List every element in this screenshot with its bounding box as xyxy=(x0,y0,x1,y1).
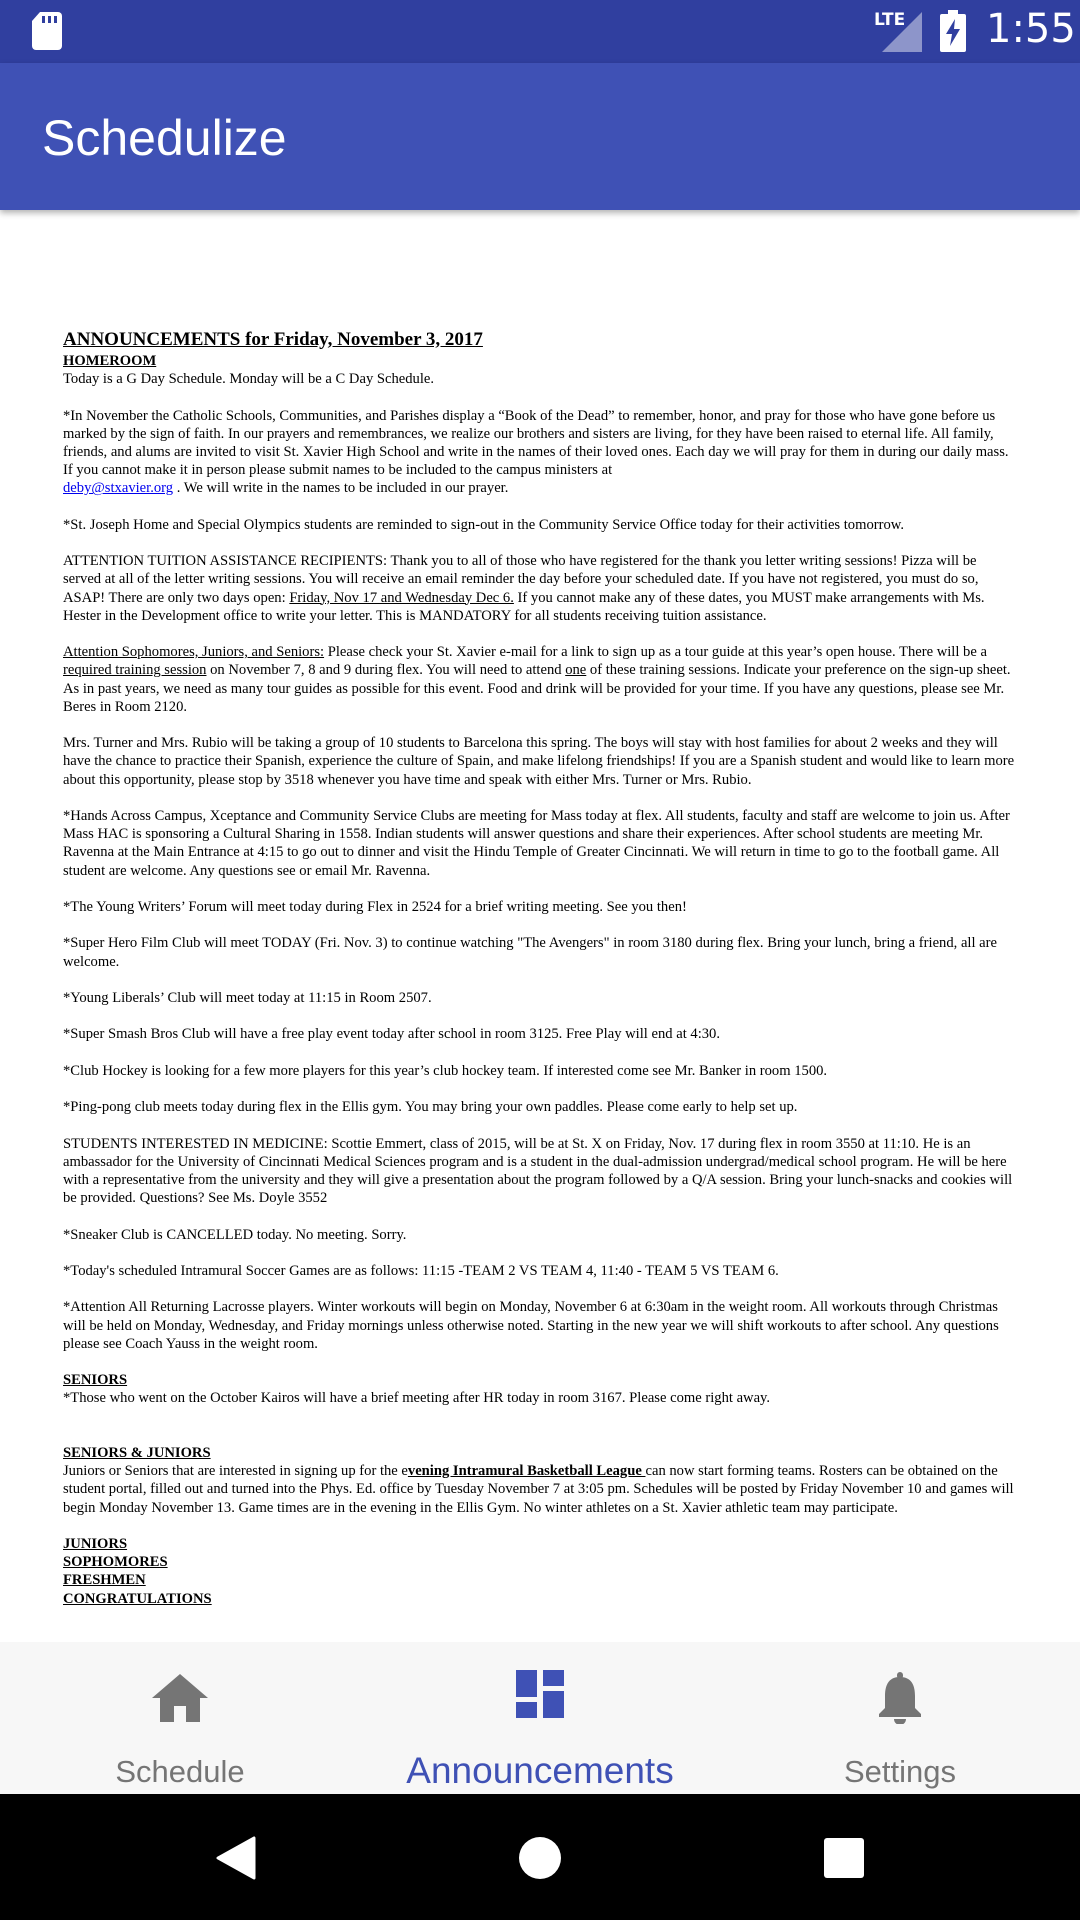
announcements-document[interactable] xyxy=(63,328,1018,1642)
bell-icon xyxy=(878,1672,922,1724)
status-bar xyxy=(0,0,1080,63)
paragraph: *Ping-pong club meets today during flex in the Ellis gym. You may bring your own paddles. Please come early to help set up. xyxy=(63,1099,798,1116)
paragraph: *Hands Across Campus, Xceptance and Community Service Clubs are meeting for Mass today at flex. All students, faculty and staff are welcome to join us. After Mass HAC is sponsoring a Cultural Sharing in 1558. Indian students will answer questions and share their experiences. After school students are meeting Mr. Ravenna at the Main Entrance at 4:15 to go out to dinner and visit the Hindu Temple of Greater Cincinnati. We will return in time to go to the football game. All student are welcome. Any questions see or email Mr. Ravenna. xyxy=(63,807,1010,879)
dashboard-icon xyxy=(516,1670,564,1718)
bottom-navigation xyxy=(0,1642,1080,1794)
section-heading-freshmen: FRESHMEN xyxy=(63,1572,146,1589)
recents-icon[interactable] xyxy=(824,1838,864,1878)
paragraph: ATTENTION TUITION ASSISTANCE RECIPIENTS: Thank you to all of those who have registered for the thank you letter writing sessions! Pizza will be served at all of the letter writing sessions. You will receive an email reminder the day before your scheduled date. If you have not registered, you must do so, ASAP! There are only two days open: Friday, Nov 17 and Wednesday Dec 6. If you cannot make any of these dates, you MUST make arrangements with Ms. Hester in the Development office to write your letter. This is MANDATORY for all students receiving tuition assistance. xyxy=(63,553,985,624)
back-icon[interactable] xyxy=(216,1836,256,1880)
nav-label-settings: Settings xyxy=(843,1754,956,1789)
paragraph: *Those who went on the October Kairos will have a brief meeting after HR today in room 3167. Please come right away. xyxy=(63,1390,771,1407)
paragraph: *The Young Writers’ Forum will meet today during Flex in 2524 for a brief writing meeting. See you then! xyxy=(63,898,687,915)
paragraph: STUDENTS INTERESTED IN MEDICINE: Scottie Emmert, class of 2015, will be at St. X on Friday, Nov. 17 during flex in room 3550 at 11:10. He is an ambassador for the University of Cincinnati Medical Sciences program and is a student in the dual-admission undergrad/medical school program. He will be here with a representative from the university and they will give a presentation about the program followed by a Q/A session. Bring your lunch-snacks and cookies will be provided. Questions? See Ms. Doyle 3552 xyxy=(63,1135,1013,1207)
app-bar xyxy=(0,63,1080,210)
paragraph: *Club Hockey is looking for a few more players for this year’s club hockey team. If interested come see Mr. Banker in room 1500. xyxy=(63,1062,828,1079)
app-title: Schedulize xyxy=(42,110,287,166)
nav-label-schedule: Schedule xyxy=(115,1754,245,1789)
network-type: LTE xyxy=(874,10,906,30)
clock: 1:55 xyxy=(986,6,1076,52)
home-icon xyxy=(152,1674,208,1722)
sd-card-icon xyxy=(32,12,62,50)
system-navigation-bar xyxy=(0,1794,1080,1920)
section-heading-seniors: SENIORS xyxy=(63,1372,128,1389)
paragraph: Attention Sophomores, Juniors, and Seniors: Please check your St. Xavier e-mail for a link to sign up as a tour guide at this year’s open house. There will be a required training session on November 7, 8 and 9 during flex. You will need to attend one of these training sessions. Indicate your preference on the sign-up sheet. As in past years, we need as many tour guides as possible for this event. Food and drink will be provided for your time. If you have any questions, please see Mr. Beres in Room 2120. xyxy=(63,644,1011,715)
paragraph: Mrs. Turner and Mrs. Rubio will be taking a group of 10 students to Barcelona this spring. The boys will stay with host families for about 2 weeks and they will have the chance to practice their Spanish, experience the culture of Spain, and make lifelong friendships! If you are a Spanish student and would like to learn more about this opportunity, please stop by 3518 whenever you have time and speak with either Mrs. Turner or Mrs. Rubio. xyxy=(63,735,1015,788)
nav-tab-settings[interactable] xyxy=(720,1642,1080,1794)
section-heading-congratulations: CONGRATULATIONS xyxy=(63,1590,212,1607)
paragraph: Juniors or Seniors that are interested in signing up for the evening Intramural Basketball League can now start forming teams. Rosters can be obtained on the student portal, filled out and turned into the Phys. Ed. office by Tuesday November 7 at 3:05 pm. Schedules will be posted by Friday November 10 and games will begin Monday November 13. Game times are in the evening in the Ellis Gym. No winter athletes on a St. Xavier athletic team may participate. xyxy=(63,1463,1014,1516)
paragraph: Today is a G Day Schedule. Monday will be a C Day Schedule. xyxy=(63,371,435,388)
paragraph: *Young Liberals’ Club will meet today at 11:15 in Room 2507. xyxy=(63,989,432,1006)
email-link[interactable]: deby@stxavier.org xyxy=(63,480,174,497)
home-circle-icon[interactable] xyxy=(518,1836,562,1880)
section-heading-sophomores: SOPHOMORES xyxy=(63,1554,168,1571)
paragraph: *Today's scheduled Intramural Soccer Games are as follows: 11:15 -TEAM 2 VS TEAM 4, 11:40 - TEAM 5 VS TEAM 6. xyxy=(63,1262,779,1279)
nav-label-announcements: Announcements xyxy=(406,1750,674,1791)
paragraph: *Attention All Returning Lacrosse players. Winter workouts will begin on Monday, November 6 at 6:30am in the weight room. All workouts through Christmas will be held on Monday, Wednesday, and Friday mornings unless otherwise noted. Starting in the new year we will shift workouts to after school. Any questions please see Coach Yauss in the weight room. xyxy=(63,1299,999,1352)
section-heading-juniors: JUNIORS xyxy=(63,1535,128,1552)
signal-icon xyxy=(882,12,922,52)
paragraph: *St. Joseph Home and Special Olympics students are reminded to sign-out in the Community Service Office today for their activities tomorrow. xyxy=(63,516,904,533)
paragraph: *Super Smash Bros Club will have a free play event today after school in room 3125. Free Play will end at 4:30. xyxy=(63,1026,720,1043)
nav-tab-schedule[interactable] xyxy=(0,1642,360,1794)
underlined-lead: Attention Sophomores, Juniors, and Seniors: xyxy=(63,644,325,661)
paragraph: *In November the Catholic Schools, Communities, and Parishes display a “Book of the Dead” to remember, honor, and pray for those who have gone before us marked by the sign of faith. In our prayers and remembrances, we realize our brothers and sisters are living, for they have been raised to eternal life. All family, friends, and alums are invited to visit St. Xavier High School and write in the names of their loved ones. Each day we will pray for them in during our daily mass. If you cannot make it in person please submit names to be included to the campus ministers at deby@stxavier.org . We will write in the names to be included in our prayer. xyxy=(63,407,1009,497)
section-heading-homeroom: HOMEROOM xyxy=(63,353,157,369)
section-heading-seniors-juniors: SENIORS & JUNIORS xyxy=(63,1444,211,1461)
nav-tab-announcements[interactable] xyxy=(360,1642,720,1794)
battery-charging-icon xyxy=(940,10,966,52)
paragraph: *Super Hero Film Club will meet TODAY (Fri. Nov. 3) to continue watching "The Avengers" in room 3180 during flex. Bring your lunch, bring a friend, all are welcome. xyxy=(63,935,997,970)
document-title: ANNOUNCEMENTS for Friday, November 3, 2017 xyxy=(63,329,483,350)
paragraph: *Sneaker Club is CANCELLED today. No meeting. Sorry. xyxy=(63,1226,407,1243)
underlined-dates: Friday, Nov 17 and Wednesday Dec 6. xyxy=(289,589,514,606)
